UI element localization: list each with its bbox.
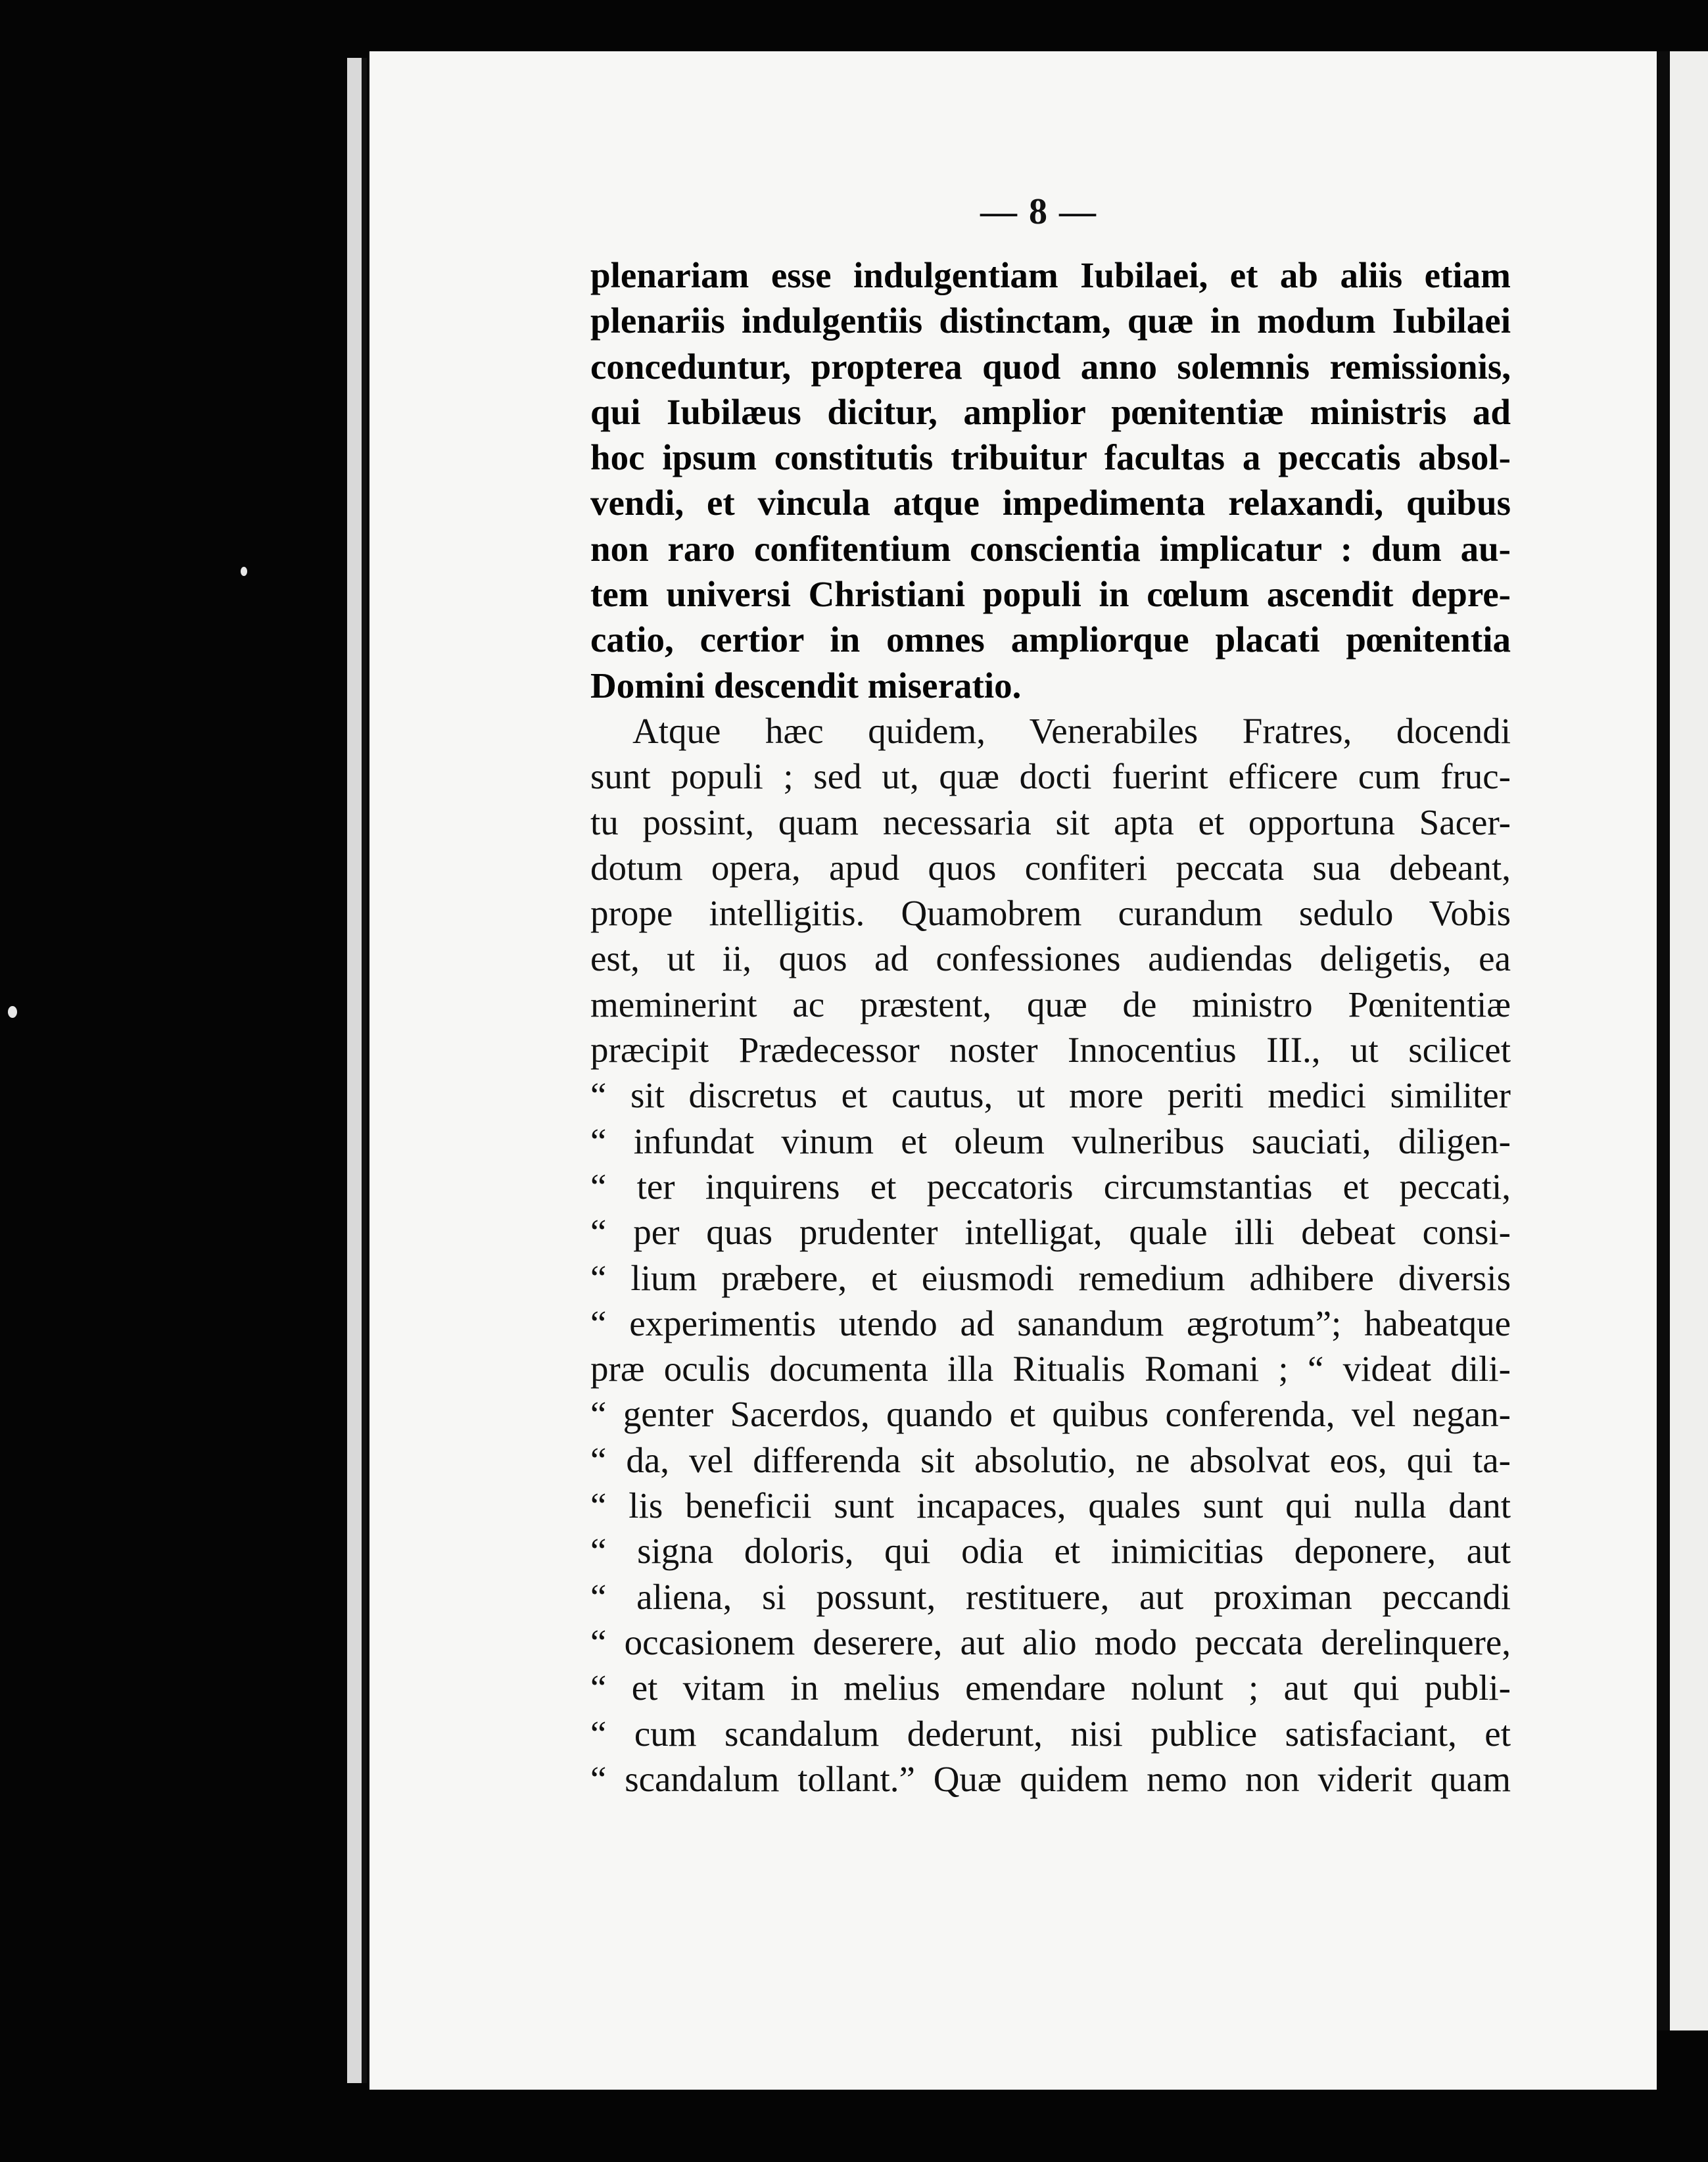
- text-line: meminerint ac præstent, quæ de ministro Pœnitentiæ: [590, 984, 1511, 1024]
- text-line: “ lis beneficii sunt incapaces, quales sunt qui nulla dant: [590, 1485, 1511, 1526]
- text-line: præcipit Prædecessor noster Innocentius III., ut scilicet: [590, 1030, 1511, 1070]
- text-line: “ scandalum tollant.” Quæ quidem nemo non viderit quam: [590, 1758, 1511, 1799]
- text-line: “ ter inquirens et peccatoris circumstantias et peccati,: [590, 1166, 1511, 1207]
- text-line: plenariis indulgentiis distinctam, quæ in modum Iubilaei: [590, 300, 1511, 341]
- text-line: est, ut ii, quos ad confessiones audiendas deligetis, ea: [590, 938, 1511, 979]
- paragraph-2: [590, 708, 1511, 1802]
- page-number: — 8 —: [980, 191, 1097, 232]
- text-line: tu possint, quam necessaria sit apta et opportuna Sacer-: [590, 802, 1511, 842]
- text-line: sunt populi ; sed ut, quæ docti fuerint efficere cum fruc-: [590, 756, 1511, 797]
- body-text: [590, 252, 1511, 1802]
- text-line: “ et vitam in melius emendare nolunt ; aut qui publi-: [590, 1668, 1511, 1708]
- text-line: Domini descendit miseratio.: [590, 665, 1022, 706]
- text-line: “ aliena, si possunt, restituere, aut proximan peccandi: [590, 1576, 1511, 1617]
- text-line: “ per quas prudenter intelligat, quale illi debeat consi-: [590, 1212, 1511, 1253]
- text-line: catio, certior in omnes ampliorque placati pœnitentia: [590, 619, 1511, 660]
- text-line: “ sit discretus et cautus, ut more periti medici similiter: [590, 1075, 1511, 1116]
- text-line: “ experimentis utendo ad sanandum ægrotum”; habeatque: [590, 1303, 1511, 1343]
- text-line: “ signa doloris, qui odia et inimicitias deponere, aut: [590, 1531, 1511, 1572]
- text-line: hoc ipsum constitutis tribuitur facultas a peccatis absol-: [590, 437, 1511, 478]
- text-line: vendi, et vincula atque impedimenta relaxandi, quibus: [590, 483, 1511, 523]
- dust-speck: [8, 1006, 17, 1018]
- paragraph-1: [590, 252, 1511, 708]
- text-line: qui Iubilæus dicitur, amplior pœnitentiæ ministris ad: [590, 391, 1511, 432]
- text-line: “ cum scandalum dederunt, nisi publice satisfaciant, et: [590, 1713, 1511, 1754]
- text-line: plenariam esse indulgentiam Iubilaei, et ab aliis etiam: [590, 255, 1511, 295]
- text-line: non raro confitentium conscientia implicatur : dum au-: [590, 528, 1511, 569]
- text-line: Atque hæc quidem, Venerabiles Fratres, docendi: [632, 710, 1511, 751]
- page-binding-edge: [347, 58, 367, 2083]
- text-line: prope intelligitis. Quamobrem curandum sedulo Vobis: [590, 893, 1511, 934]
- dust-speck: [241, 567, 247, 576]
- text-line: “ lium præbere, et eiusmodi remedium adhibere diversis: [590, 1257, 1511, 1298]
- text-line: “ infundat vinum et oleum vulneribus sauciati, diligen-: [590, 1120, 1511, 1161]
- text-line: præ oculis documenta illa Ritualis Romani ; “ videat dili-: [590, 1349, 1511, 1389]
- adjacent-page-sliver: [1670, 51, 1708, 2030]
- text-line: conceduntur, propterea quod anno solemnis remissionis,: [590, 346, 1511, 387]
- text-line: “ genter Sacerdos, quando et quibus conferenda, vel negan-: [590, 1394, 1511, 1435]
- text-line: “ da, vel differenda sit absolutio, ne absolvat eos, qui ta-: [590, 1439, 1511, 1480]
- text-line: tem universi Christiani populi in cœlum ascendit depre-: [590, 574, 1511, 615]
- page-gutter-shadow: [1657, 51, 1670, 2030]
- text-line: dotum opera, apud quos confiteri peccata sua debeant,: [590, 847, 1511, 888]
- text-line: “ occasionem deserere, aut alio modo peccata derelinquere,: [590, 1622, 1511, 1662]
